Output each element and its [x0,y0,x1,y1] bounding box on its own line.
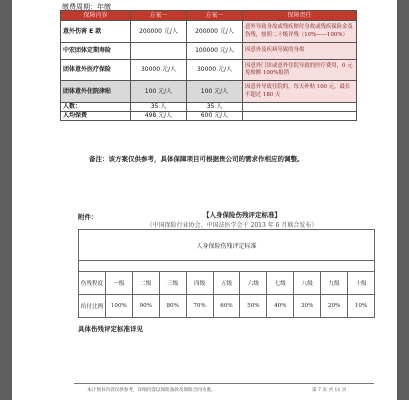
attachment-label: 附件： [78,213,98,221]
plan-table-header-row [61,11,357,21]
level-cell: 九级 [321,272,348,295]
header-plan-b: 方案一 [187,11,243,21]
plan-note: 备注：该方案仅供参考，具体保障项目可根据贵公司的需求作相应的调整。 [89,155,304,163]
row-liability: 因意外门诊或意外住院导致的医疗费用，0 元免赔额 100%报销 [243,60,357,81]
row-item: 人数： [61,103,131,112]
level-cell: 三级 [159,272,186,295]
standard-title: 【人身保险伤残评定标准】 [203,211,281,219]
table-row [61,43,357,60]
row-plan-a [131,43,187,60]
table-row [61,81,357,103]
page-number: 第 7 页 共 11 页 [312,388,347,393]
ratio-label: 给付比例 [79,295,106,318]
level-cell: 五级 [213,272,240,295]
row-plan-a: 200000 元/人 [131,21,187,43]
row-plan-a: 100 元/人 [131,81,187,103]
grade-level-row [79,272,375,295]
spacer-cell [79,261,375,272]
footer-disclaimer: 本计划书内容仅供参考，详细内容以保险条款及保险合同为准。 [87,388,216,393]
document-page [12,0,397,400]
disability-grade-table [78,229,375,318]
ratio-cell: 40% [267,295,294,318]
level-cell: 二级 [132,272,159,295]
table-row [61,112,357,121]
row-item: 意外伤害 E 款 [61,21,131,43]
header-liability: 保障责任 [243,11,357,21]
grade-table-caption: 人身保险伤残评定标准 [79,230,375,261]
grade-caption-row [79,230,375,261]
row-liability: 意外导致身故或残疾赔付身故或残疾保险金及伤残，按照二十级评残（10%——100%） [243,21,357,43]
row-liability: 因意外及疾病导致的身故 [243,43,357,60]
level-cell: 七级 [267,272,294,295]
pay-period-label: 缴费周期：年缴 [62,3,111,11]
level-label: 伤残程度 [79,272,106,295]
row-item: 中宏团体定期寿险 [61,43,131,60]
table-row [61,103,357,112]
row-plan-b: 100 元/人 [187,81,243,103]
level-cell: 八级 [294,272,321,295]
insurance-plan-table [60,10,357,121]
standard-subtitle: （中国保险行业协会、中国法医学会于 2013 年 6 月联合发布） [146,222,318,229]
row-item: 团体意外住院津贴 [61,81,131,103]
detail-reference: 具体伤残评定标准详见 [78,325,143,333]
ratio-cell: 30% [294,295,321,318]
row-plan-a: 35 人 [131,103,187,112]
grade-ratio-row [79,295,375,318]
row-plan-b: 600 元/人 [187,112,243,121]
level-cell: 四级 [186,272,213,295]
ratio-cell: 60% [213,295,240,318]
ratio-cell: 70% [186,295,213,318]
row-plan-b: 35 人 [187,103,243,112]
row-plan-a: 30000 元/人 [131,60,187,81]
header-plan-a: 方案一 [131,11,187,21]
footer-divider [74,383,374,384]
ratio-cell: 20% [321,295,348,318]
row-liability [243,103,357,112]
row-item: 团体意外医疗保险 [61,60,131,81]
row-item: 人均保费 [61,112,131,121]
row-plan-b: 30000 元/人 [187,60,243,81]
table-row [61,60,357,81]
ratio-cell: 10% [348,295,375,318]
ratio-cell: 80% [159,295,186,318]
header-coverage: 保障内容 [61,11,131,21]
ratio-cell: 90% [132,295,159,318]
row-liability [243,112,357,121]
ratio-cell: 50% [240,295,267,318]
row-plan-b: 100000 元/人 [187,43,243,60]
ratio-cell: 100% [105,295,132,318]
level-cell: 十级 [348,272,375,295]
grade-spacer-row [79,261,375,272]
row-liability: 因意外导致住院的，每天补贴 100 元，最长不超过 180 天 [243,81,357,103]
table-row [61,21,357,43]
row-plan-a: 498 元/人 [131,112,187,121]
row-plan-b: 200000 元/人 [187,21,243,43]
level-cell: 一级 [105,272,132,295]
level-cell: 六级 [240,272,267,295]
